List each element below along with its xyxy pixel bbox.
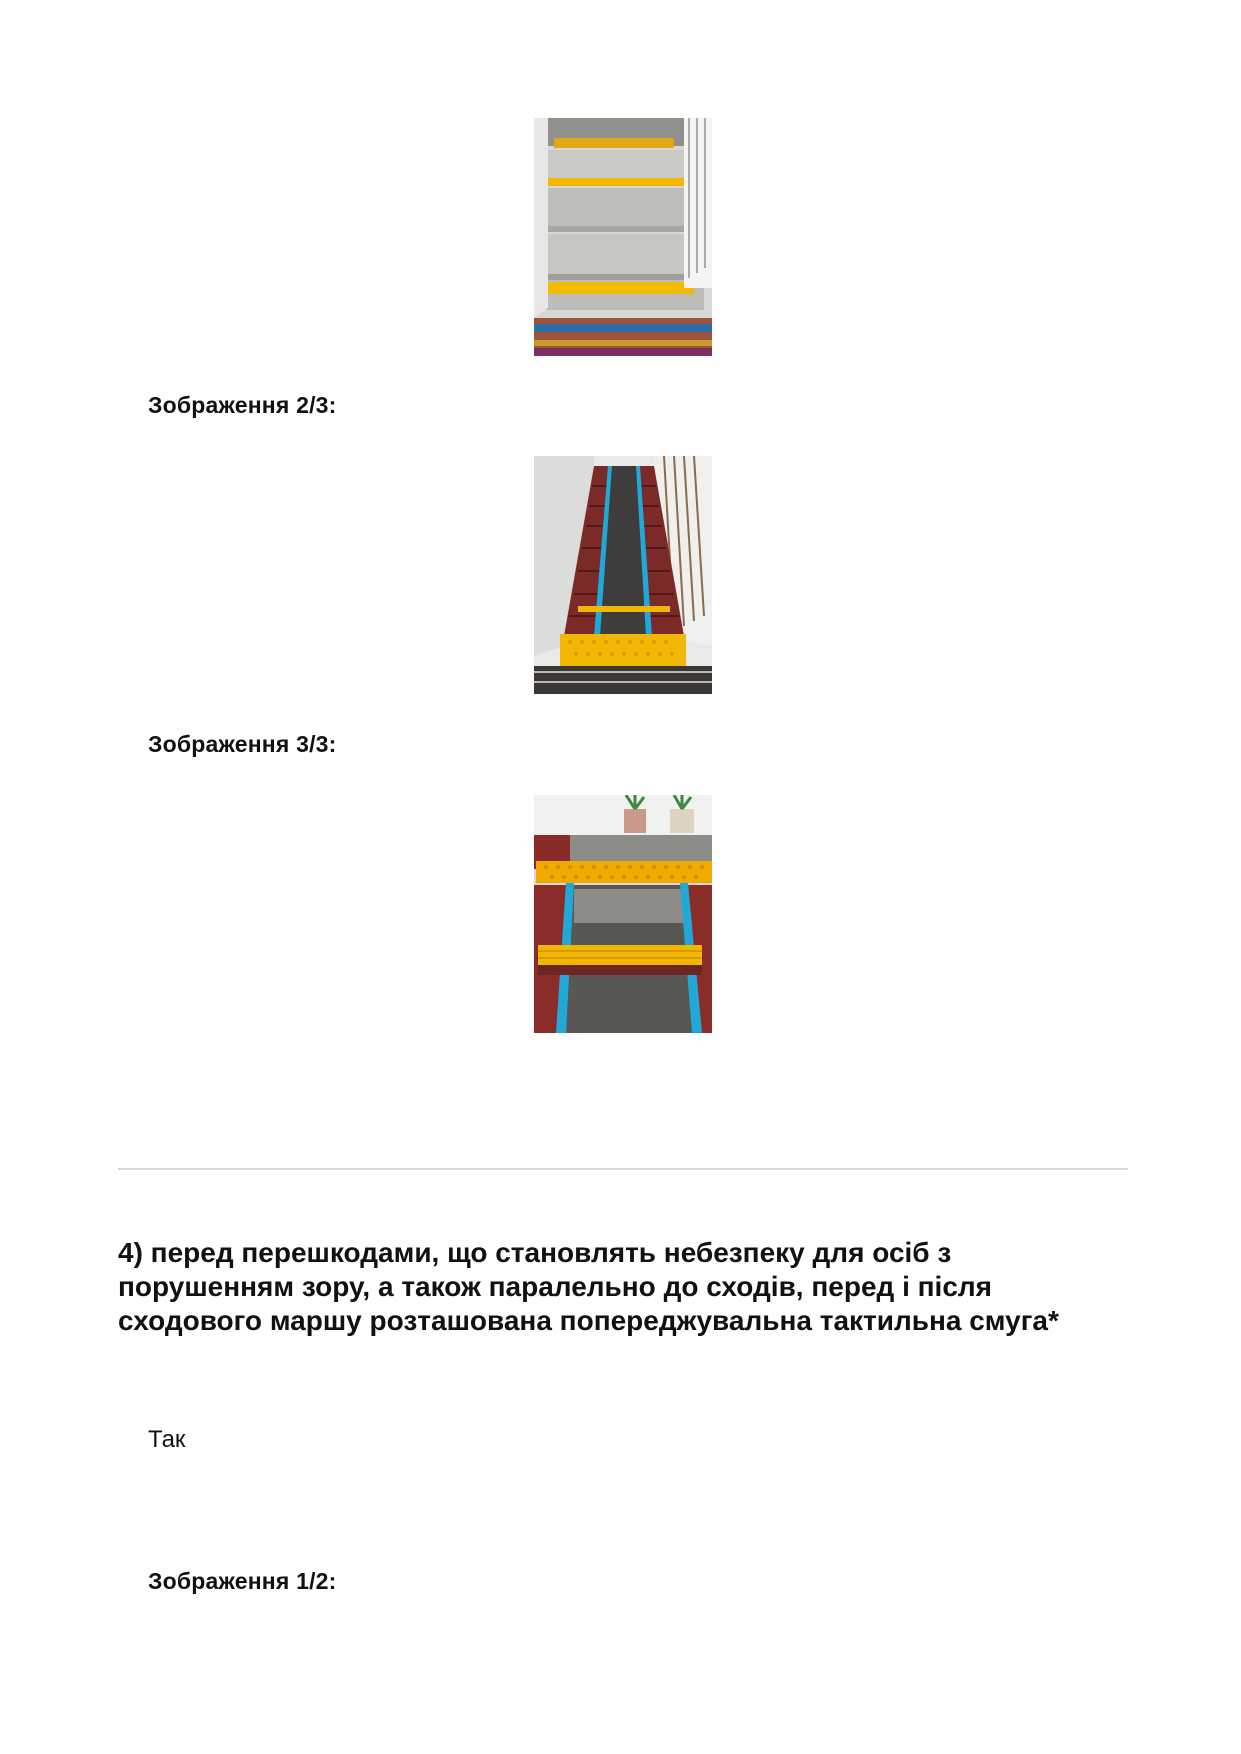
- question-line: 4) перед перешкодами, що становлять небезпеку для осіб з: [118, 1237, 952, 1268]
- stairs-photo-2: [534, 456, 712, 694]
- stairs-photo-1: [534, 118, 712, 356]
- stairs-photo-3: [534, 795, 712, 1033]
- stairs-photo-1-image: [534, 118, 712, 356]
- image-caption-3-3: Зображення 3/3:: [148, 731, 337, 757]
- section-divider: [118, 1168, 1128, 1170]
- image-caption-1-2: Зображення 1/2:: [148, 1568, 337, 1594]
- question-line: сходового маршу розташована попереджувальна тактильна смуга*: [118, 1305, 1059, 1336]
- stairs-photo-2-image: [534, 456, 712, 694]
- image-caption-2-3: Зображення 2/3:: [148, 392, 337, 418]
- question-heading: [118, 1236, 1128, 1338]
- stairs-photo-3-image: [534, 795, 712, 1033]
- question-line: порушенням зору, а також паралельно до сходів, перед і після: [118, 1271, 993, 1302]
- answer-text: Так: [148, 1426, 186, 1453]
